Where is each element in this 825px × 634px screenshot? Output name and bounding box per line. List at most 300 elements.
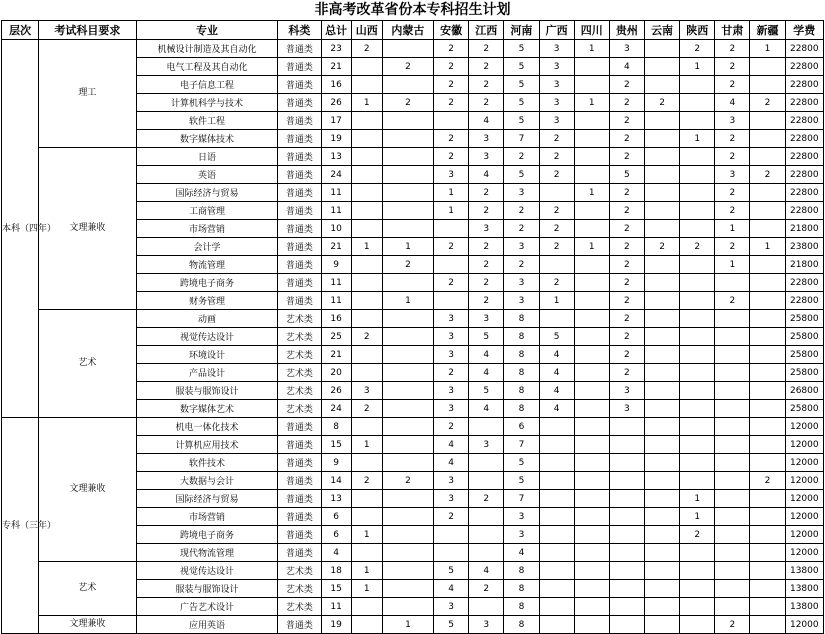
shaanxi-cell [680,454,715,472]
xinjiang-cell [750,346,785,364]
tuition-cell: 22800 [785,130,823,148]
anhui-cell [434,292,469,310]
anhui-cell: 3 [434,472,469,490]
total-cell: 15 [321,436,351,454]
sichuan-cell [574,364,609,382]
shanxi-cell [351,310,382,328]
neimenggu-cell [382,112,433,130]
subject-requirement-cell: 文理兼收 [39,418,136,562]
xinjiang-cell [750,256,785,274]
guizhou-cell: 2 [609,220,644,238]
total-cell: 10 [321,220,351,238]
major-cell: 数字媒体艺术 [136,400,278,418]
anhui-cell: 3 [434,598,469,616]
xinjiang-cell [750,130,785,148]
subject-requirement-cell: 艺术 [39,310,136,418]
total-cell: 16 [321,310,351,328]
total-cell: 11 [321,598,351,616]
tuition-cell: 13800 [785,580,823,598]
category-cell: 艺术类 [278,580,321,598]
xinjiang-cell: 1 [750,40,785,58]
shanxi-cell: 2 [351,40,382,58]
sichuan-cell [574,292,609,310]
gansu-cell [715,400,750,418]
guangxi-cell: 3 [539,40,574,58]
xinjiang-cell [750,202,785,220]
total-cell: 24 [321,400,351,418]
neimenggu-cell [382,454,433,472]
yunnan-cell [644,364,679,382]
henan-cell: 3 [504,508,539,526]
tuition-cell: 25800 [785,346,823,364]
gansu-cell: 1 [715,220,750,238]
anhui-cell: 1 [434,184,469,202]
table-row [2,418,824,436]
guizhou-cell: 2 [609,76,644,94]
guizhou-cell [609,544,644,562]
shaanxi-cell [680,292,715,310]
shaanxi-cell [680,328,715,346]
total-cell: 21 [321,238,351,256]
gansu-cell: 2 [715,238,750,256]
guangxi-cell [539,526,574,544]
yunnan-cell [644,148,679,166]
category-cell: 艺术类 [278,364,321,382]
category-cell: 普通类 [278,472,321,490]
anhui-cell: 2 [434,274,469,292]
neimenggu-cell [382,400,433,418]
sichuan-cell [574,328,609,346]
gansu-cell [715,598,750,616]
shaanxi-cell [680,616,715,634]
total-cell: 11 [321,292,351,310]
major-cell: 机械设计制造及其自动化 [136,40,278,58]
henan-cell: 8 [504,346,539,364]
header-guizhou: 贵州 [609,21,644,40]
yunnan-cell [644,184,679,202]
category-cell: 普通类 [278,238,321,256]
xinjiang-cell [750,544,785,562]
yunnan-cell [644,436,679,454]
gansu-cell [715,526,750,544]
shanxi-cell: 2 [351,472,382,490]
gansu-cell [715,544,750,562]
tuition-cell: 12000 [785,490,823,508]
sichuan-cell [574,166,609,184]
shaanxi-cell [680,544,715,562]
xinjiang-cell [750,436,785,454]
sichuan-cell [574,562,609,580]
tuition-cell: 12000 [785,508,823,526]
xinjiang-cell [750,598,785,616]
total-cell: 16 [321,76,351,94]
major-cell: 英语 [136,166,278,184]
guangxi-cell: 5 [539,328,574,346]
table-row [2,616,824,634]
xinjiang-cell [750,490,785,508]
gansu-cell: 2 [715,292,750,310]
sichuan-cell [574,400,609,418]
xinjiang-cell [750,112,785,130]
jiangxi-cell: 4 [469,364,504,382]
henan-cell: 8 [504,598,539,616]
total-cell: 26 [321,382,351,400]
shanxi-cell [351,292,382,310]
major-cell: 产品设计 [136,364,278,382]
anhui-cell: 2 [434,40,469,58]
neimenggu-cell [382,220,433,238]
shanxi-cell: 1 [351,94,382,112]
gansu-cell [715,346,750,364]
shanxi-cell [351,130,382,148]
header-shaanxi: 陕西 [680,21,715,40]
major-cell: 广告艺术设计 [136,598,278,616]
header-neimenggu: 内蒙古 [382,21,433,40]
xinjiang-cell [750,220,785,238]
xinjiang-cell [750,418,785,436]
total-cell: 15 [321,580,351,598]
xinjiang-cell [750,400,785,418]
henan-cell: 8 [504,580,539,598]
sichuan-cell [574,256,609,274]
guizhou-cell [609,490,644,508]
shanxi-cell [351,274,382,292]
anhui-cell: 3 [434,346,469,364]
table-body [2,40,824,634]
yunnan-cell [644,472,679,490]
shaanxi-cell [680,580,715,598]
tuition-cell: 22800 [785,40,823,58]
anhui-cell: 5 [434,562,469,580]
category-cell: 艺术类 [278,400,321,418]
gansu-cell: 2 [715,202,750,220]
neimenggu-cell [382,76,433,94]
tuition-cell: 22800 [785,94,823,112]
sichuan-cell [574,148,609,166]
guizhou-cell [609,526,644,544]
shanxi-cell [351,166,382,184]
anhui-cell [434,220,469,238]
guizhou-cell: 2 [609,328,644,346]
guizhou-cell: 3 [609,400,644,418]
major-cell: 现代物流管理 [136,544,278,562]
category-cell: 普通类 [278,526,321,544]
header-level: 层次 [2,21,39,40]
header-guangxi: 广西 [539,21,574,40]
yunnan-cell [644,220,679,238]
anhui-cell: 3 [434,328,469,346]
neimenggu-cell: 2 [382,94,433,112]
shanxi-cell [351,544,382,562]
header-xinjiang: 新疆 [750,21,785,40]
major-cell: 计算机科学与技术 [136,94,278,112]
anhui-cell: 2 [434,130,469,148]
header-total: 总计 [321,21,351,40]
shanxi-cell [351,418,382,436]
guizhou-cell [609,616,644,634]
shanxi-cell [351,184,382,202]
tuition-cell: 21800 [785,256,823,274]
yunnan-cell [644,382,679,400]
guangxi-cell [539,256,574,274]
header-henan: 河南 [504,21,539,40]
category-cell: 普通类 [278,616,321,634]
neimenggu-cell [382,184,433,202]
total-cell: 11 [321,184,351,202]
yunnan-cell [644,400,679,418]
henan-cell: 8 [504,382,539,400]
shaanxi-cell: 1 [680,508,715,526]
sichuan-cell [574,112,609,130]
henan-cell: 7 [504,130,539,148]
shaanxi-cell [680,418,715,436]
gansu-cell: 1 [715,256,750,274]
jiangxi-cell: 3 [469,310,504,328]
yunnan-cell [644,40,679,58]
xinjiang-cell [750,580,785,598]
xinjiang-cell [750,382,785,400]
table-row [2,40,824,58]
tuition-cell: 23800 [785,238,823,256]
guangxi-cell [539,598,574,616]
jiangxi-cell: 3 [469,130,504,148]
henan-cell: 3 [504,274,539,292]
shaanxi-cell [680,598,715,616]
guizhou-cell: 2 [609,202,644,220]
shanxi-cell [351,202,382,220]
sichuan-cell [574,382,609,400]
guizhou-cell: 2 [609,112,644,130]
neimenggu-cell [382,148,433,166]
guangxi-cell: 3 [539,112,574,130]
sichuan-cell [574,418,609,436]
henan-cell: 8 [504,400,539,418]
jiangxi-cell: 5 [469,382,504,400]
subject-requirement-cell: 艺术 [39,562,136,616]
shaanxi-cell [680,220,715,238]
yunnan-cell [644,58,679,76]
henan-cell: 5 [504,166,539,184]
jiangxi-cell [469,544,504,562]
guizhou-cell: 5 [609,166,644,184]
henan-cell: 6 [504,418,539,436]
guizhou-cell [609,418,644,436]
shanxi-cell [351,598,382,616]
jiangxi-cell: 2 [469,94,504,112]
henan-cell: 4 [504,544,539,562]
guangxi-cell: 2 [539,130,574,148]
henan-cell: 3 [504,184,539,202]
guangxi-cell: 2 [539,202,574,220]
jiangxi-cell: 4 [469,112,504,130]
guizhou-cell [609,598,644,616]
shanxi-cell [351,256,382,274]
yunnan-cell: 2 [644,238,679,256]
shanxi-cell [351,148,382,166]
shanxi-cell: 2 [351,400,382,418]
major-cell: 视觉传达设计 [136,328,278,346]
neimenggu-cell [382,40,433,58]
anhui-cell: 3 [434,166,469,184]
category-cell: 艺术类 [278,310,321,328]
henan-cell: 5 [504,112,539,130]
anhui-cell: 5 [434,616,469,634]
total-cell: 6 [321,508,351,526]
sichuan-cell [574,580,609,598]
neimenggu-cell [382,202,433,220]
anhui-cell: 2 [434,148,469,166]
category-cell: 普通类 [278,40,321,58]
guangxi-cell: 4 [539,382,574,400]
sichuan-cell [574,598,609,616]
tuition-cell: 22800 [785,202,823,220]
guangxi-cell [539,508,574,526]
total-cell: 13 [321,148,351,166]
neimenggu-cell: 1 [382,238,433,256]
gansu-cell: 2 [715,130,750,148]
category-cell: 艺术类 [278,598,321,616]
guangxi-cell [539,544,574,562]
guizhou-cell: 2 [609,364,644,382]
sichuan-cell [574,202,609,220]
major-cell: 物流管理 [136,256,278,274]
major-cell: 国际经济与贸易 [136,184,278,202]
sichuan-cell: 1 [574,184,609,202]
subject-requirement-cell: 文理兼收 [39,616,136,634]
tuition-cell: 25800 [785,328,823,346]
yunnan-cell [644,274,679,292]
major-cell: 视觉传达设计 [136,562,278,580]
gansu-cell: 2 [715,148,750,166]
shanxi-cell: 1 [351,580,382,598]
subject-requirement-cell: 文理兼收 [39,148,136,310]
guangxi-cell: 2 [539,220,574,238]
jiangxi-cell [469,454,504,472]
gansu-cell: 2 [715,58,750,76]
jiangxi-cell: 3 [469,436,504,454]
henan-cell: 2 [504,220,539,238]
table-row [2,562,824,580]
gansu-cell [715,490,750,508]
henan-cell: 7 [504,490,539,508]
neimenggu-cell [382,328,433,346]
shaanxi-cell [680,382,715,400]
anhui-cell: 4 [434,454,469,472]
shanxi-cell [351,454,382,472]
guangxi-cell [539,310,574,328]
neimenggu-cell [382,382,433,400]
gansu-cell: 2 [715,184,750,202]
guangxi-cell: 2 [539,274,574,292]
jiangxi-cell: 5 [469,328,504,346]
sichuan-cell [574,58,609,76]
yunnan-cell [644,166,679,184]
guizhou-cell: 2 [609,310,644,328]
yunnan-cell [644,490,679,508]
guizhou-cell [609,562,644,580]
guizhou-cell [609,436,644,454]
jiangxi-cell: 4 [469,400,504,418]
guangxi-cell [539,562,574,580]
henan-cell: 5 [504,94,539,112]
yunnan-cell [644,76,679,94]
tuition-cell: 22800 [785,292,823,310]
guizhou-cell: 3 [609,382,644,400]
guangxi-cell: 1 [539,292,574,310]
category-cell: 普通类 [278,202,321,220]
guangxi-cell [539,490,574,508]
sichuan-cell: 1 [574,94,609,112]
gansu-cell [715,454,750,472]
anhui-cell: 2 [434,58,469,76]
total-cell: 4 [321,544,351,562]
tuition-cell: 13800 [785,562,823,580]
shaanxi-cell [680,562,715,580]
guangxi-cell: 2 [539,238,574,256]
jiangxi-cell: 2 [469,490,504,508]
shaanxi-cell [680,256,715,274]
jiangxi-cell: 2 [469,76,504,94]
henan-cell: 8 [504,310,539,328]
tuition-cell: 22800 [785,274,823,292]
gansu-cell [715,382,750,400]
guizhou-cell: 3 [609,40,644,58]
jiangxi-cell [469,598,504,616]
neimenggu-cell: 2 [382,58,433,76]
neimenggu-cell [382,490,433,508]
shaanxi-cell [680,274,715,292]
sichuan-cell [574,310,609,328]
total-cell: 21 [321,346,351,364]
xinjiang-cell [750,364,785,382]
yunnan-cell: 2 [644,94,679,112]
category-cell: 普通类 [278,148,321,166]
yunnan-cell [644,508,679,526]
anhui-cell: 2 [434,364,469,382]
anhui-cell: 3 [434,310,469,328]
anhui-cell [434,256,469,274]
total-cell: 11 [321,274,351,292]
shanxi-cell [351,364,382,382]
major-cell: 服装与服饰设计 [136,580,278,598]
header-gansu: 甘肃 [715,21,750,40]
anhui-cell [434,544,469,562]
jiangxi-cell [469,508,504,526]
shaanxi-cell [680,400,715,418]
guangxi-cell: 2 [539,166,574,184]
shaanxi-cell: 2 [680,40,715,58]
jiangxi-cell [469,526,504,544]
henan-cell: 3 [504,238,539,256]
gansu-cell [715,472,750,490]
major-cell: 环境设计 [136,346,278,364]
neimenggu-cell [382,580,433,598]
henan-cell: 8 [504,562,539,580]
anhui-cell: 4 [434,580,469,598]
xinjiang-cell [750,508,785,526]
yunnan-cell [644,112,679,130]
tuition-cell: 22800 [785,58,823,76]
major-cell: 电气工程及其自动化 [136,58,278,76]
major-cell: 财务管理 [136,292,278,310]
category-cell: 普通类 [278,292,321,310]
total-cell: 19 [321,130,351,148]
sichuan-cell [574,616,609,634]
category-cell: 普通类 [278,94,321,112]
header-tuition: 学费 [785,21,823,40]
shaanxi-cell [680,364,715,382]
shaanxi-cell [680,94,715,112]
